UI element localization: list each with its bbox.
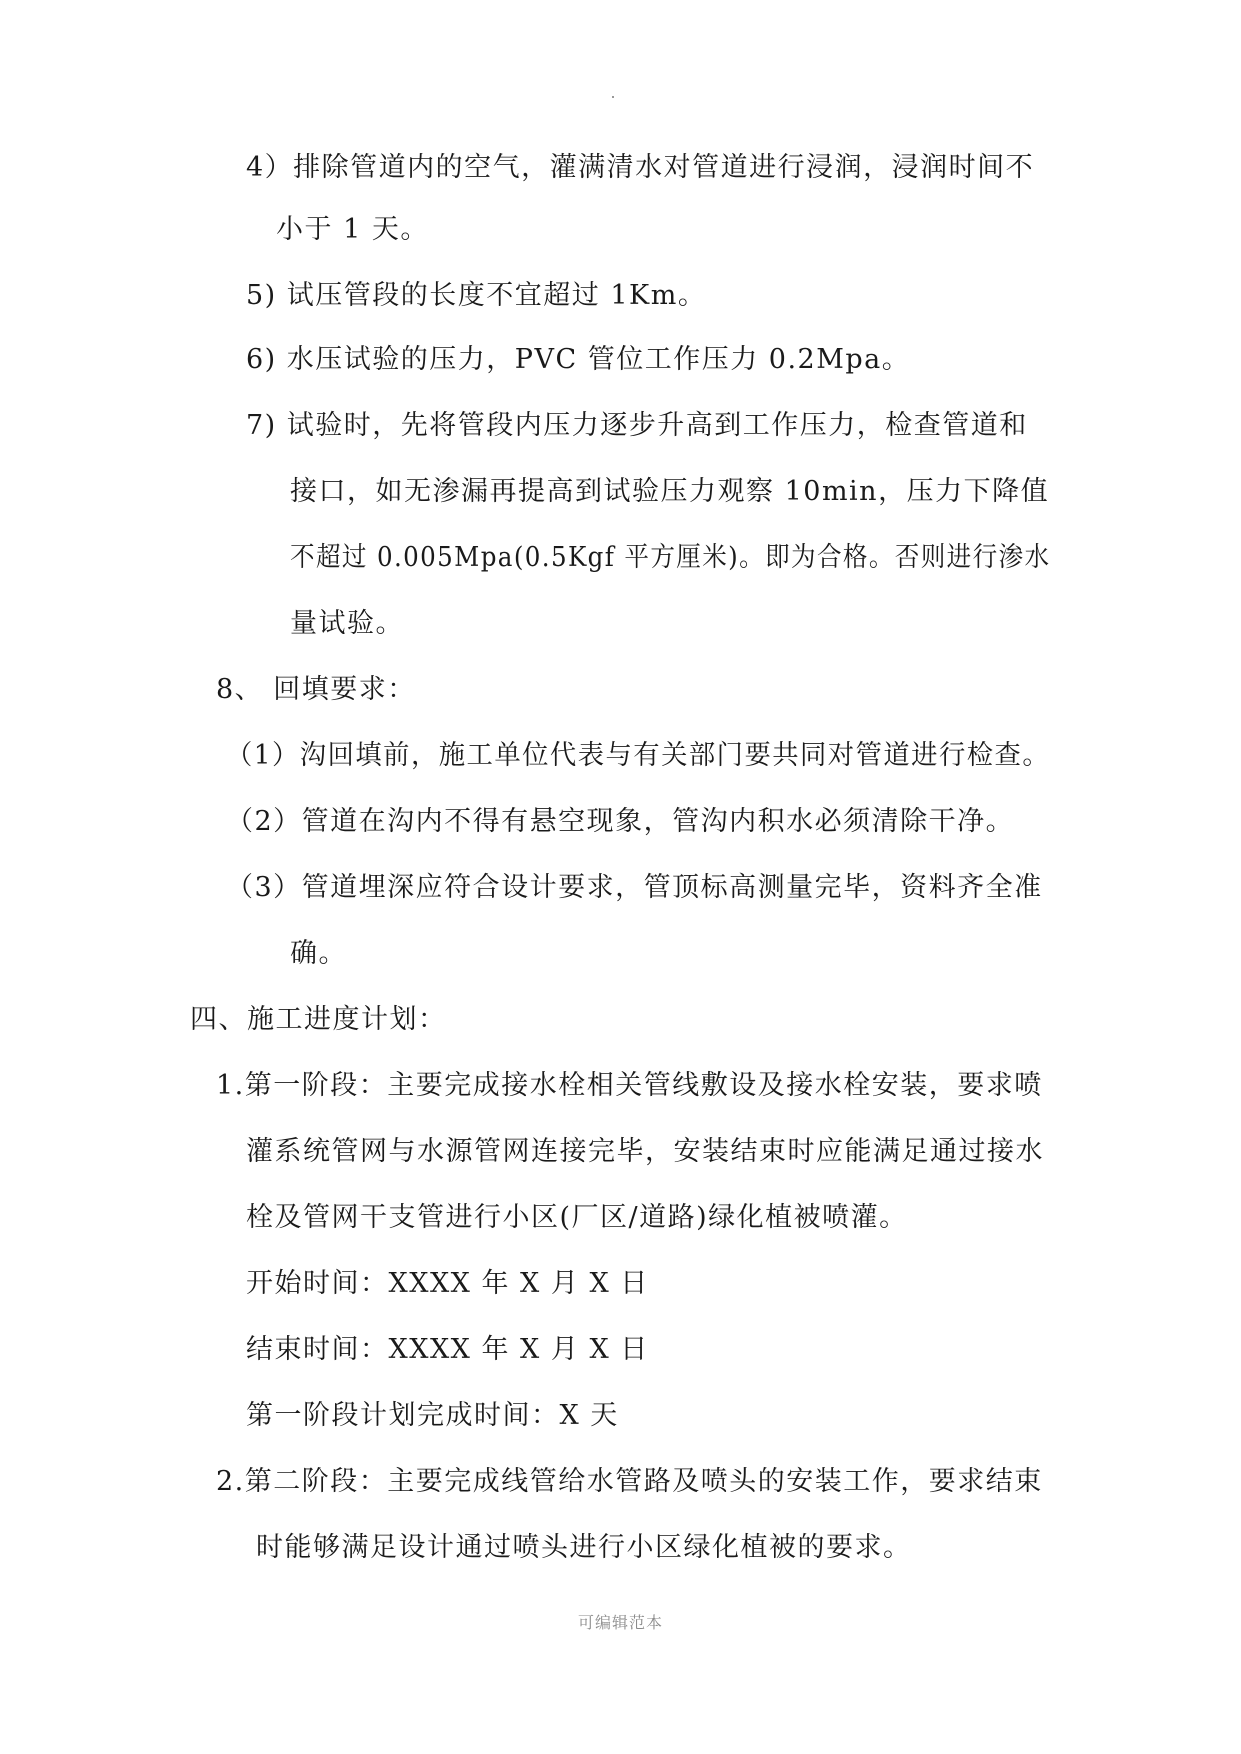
phase-1-start-time: 开始时间：XXXX 年 X 月 X 日 bbox=[246, 1268, 649, 1299]
item-6: 6) 水压试验的压力，PVC 管位工作压力 0.2Mpa。 bbox=[246, 344, 911, 375]
item-7-line-3: 不超过 0.005Mpa(0.5Kgf 平方厘米)。即为合格。否则进行渗水 bbox=[290, 542, 1051, 573]
item-7-line-1: 7) 试验时，先将管段内压力逐步升高到工作压力，检查管道和 bbox=[246, 410, 1028, 441]
section-8-heading: 8、 回填要求： bbox=[216, 674, 416, 705]
phase-1-line-3: 栓及管网干支管进行小区(厂区/道路)绿化植被喷灌。 bbox=[246, 1202, 908, 1233]
item-7-line-4: 量试验。 bbox=[290, 608, 404, 639]
item-4-line-1: 4）排除管道内的空气，灌满清水对管道进行浸润，浸润时间不 bbox=[246, 152, 1035, 183]
phase-1-line-1: 1.第一阶段：主要完成接水栓相关管线敷设及接水栓安装，要求喷 bbox=[216, 1070, 1043, 1101]
phase-2-line-1: 2.第二阶段：主要完成线管给水管路及喷头的安装工作，要求结束 bbox=[216, 1466, 1043, 1497]
backfill-item-1: （1）沟回填前，施工单位代表与有关部门要共同对管道进行检查。 bbox=[226, 740, 1051, 771]
footer-watermark: 可编辑范本 bbox=[577, 1613, 663, 1632]
backfill-item-3-line-2: 确。 bbox=[290, 938, 347, 969]
item-7-line-2: 接口，如无渗漏再提高到试验压力观察 10min，压力下降值 bbox=[290, 476, 1050, 507]
header-dot bbox=[612, 96, 614, 98]
backfill-item-3-line-1: （3）管道埋深应符合设计要求，管顶标高测量完毕，资料齐全准 bbox=[226, 872, 1043, 903]
phase-1-line-2: 灌系统管网与水源管网连接完毕，安装结束时应能满足通过接水 bbox=[246, 1136, 1044, 1167]
phase-1-duration: 第一阶段计划完成时间：X 天 bbox=[246, 1400, 619, 1431]
item-5: 5) 试压管段的长度不宜超过 1Km。 bbox=[246, 280, 707, 311]
backfill-item-2: （2）管道在沟内不得有悬空现象，管沟内积水必须清除干净。 bbox=[226, 806, 1015, 837]
section-4-heading: 四、施工进度计划： bbox=[190, 1004, 447, 1035]
item-4-line-2: 小于 1 天。 bbox=[276, 214, 429, 245]
phase-2-line-2: 时能够满足设计通过喷头进行小区绿化植被的要求。 bbox=[256, 1532, 912, 1563]
phase-1-end-time: 结束时间：XXXX 年 X 月 X 日 bbox=[246, 1334, 649, 1365]
